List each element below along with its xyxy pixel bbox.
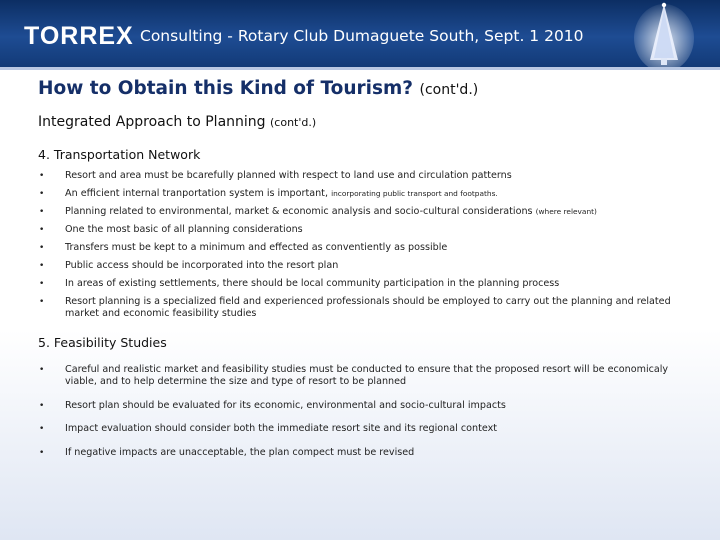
header-banner — [0, 0, 720, 67]
transportation-list — [38, 170, 693, 326]
title-suffix: (cont'd.) — [419, 82, 479, 98]
list-item: • Careful and realistic market and feasibility studies must be conducted to ensure that the proposed resort will be economicaly viable, and to help determine the size and type of resort to be planned — [39, 364, 669, 388]
header-subtitle: Consulting - Rotary Club Dumaguete South, Sept. 1 2010 — [140, 27, 584, 45]
torrex-logo: TORREX — [24, 22, 134, 50]
list-item: • Resort and area must be bcarefully planned with respect to land use and circulation patterns — [39, 170, 512, 181]
list-item: • Impact evaluation should consider both the immediate resort site and its regional context — [39, 423, 498, 435]
section-heading-feasibility: 5. Feasibility Studies — [38, 335, 167, 350]
subtitle-suffix: (cont'd.) — [270, 116, 317, 129]
list-item: • Public access should be incorporated into the resort plan — [39, 259, 339, 271]
list-item: • Transfers must be kept to a minimum and effected as conventiently as possible — [39, 241, 448, 253]
page-title — [38, 78, 478, 99]
list-item: • Resort plan should be evaluated for its economic, environmental and socio-cultural impacts — [39, 399, 506, 411]
list-item: • An efficient internal tranportation system is important, incorporating public transport and footpaths. — [39, 187, 498, 199]
christmas-tree-icon — [634, 0, 694, 67]
page-subtitle — [38, 114, 316, 130]
list-item: • If negative impacts are unacceptable, the plan compect must be revised — [39, 446, 415, 458]
header-divider — [0, 67, 720, 70]
title-main: How to Obtain this Kind of Tourism? — [38, 78, 414, 99]
subtitle-main: Integrated Approach to Planning — [38, 114, 266, 130]
list-item: • In areas of existing settlements, there should be local community participation in the planning process — [39, 277, 560, 289]
section-heading-transportation: 4. Transportation Network — [38, 147, 201, 162]
feasibility-list — [38, 364, 693, 470]
list-item: • Resort planning is a specialized field and experienced professionals should be employed to carry out the planning and related market and economic feasibility studies — [39, 295, 671, 320]
list-item: • Planning related to environmental, market & economic analysis and socio-cultural considerations (where relevant) — [39, 205, 597, 217]
list-item: • One the most basic of all planning considerations — [39, 223, 303, 235]
